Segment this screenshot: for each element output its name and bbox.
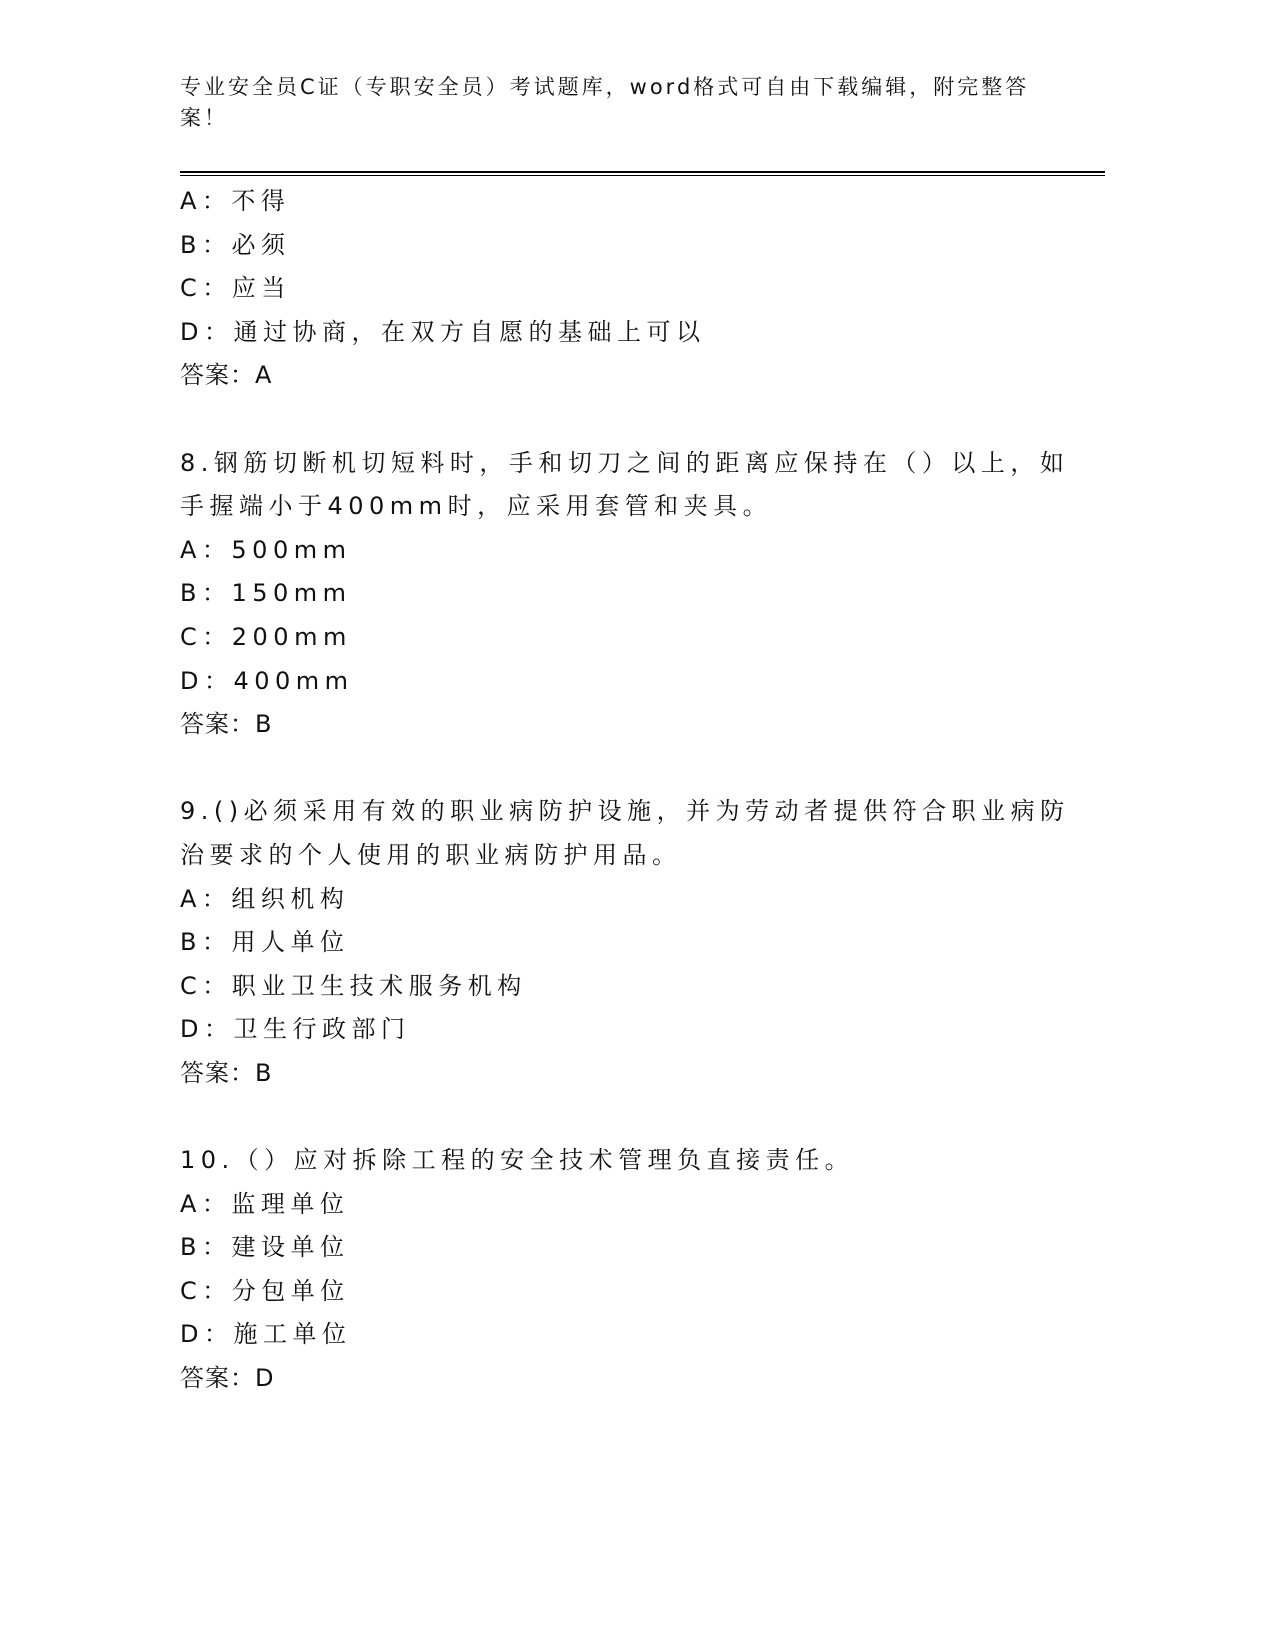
option: D：通过协商，在双方自愿的基础上可以 xyxy=(180,317,706,346)
question-block xyxy=(180,1139,1060,1401)
question-text: 9.()必须采用有效的职业病防护设施，并为劳动者提供符合职业病防 xyxy=(180,797,1070,826)
answer: 答案：B xyxy=(180,710,273,739)
header-divider xyxy=(180,171,1105,177)
header-line: 案！ xyxy=(180,106,228,130)
option: D：施工单位 xyxy=(180,1320,352,1349)
option: B：建设单位 xyxy=(180,1233,350,1262)
option: C：分包单位 xyxy=(180,1276,350,1305)
option: B：必须 xyxy=(180,230,291,259)
question-text: 手握端小于400mm时，应采用套管和夹具。 xyxy=(180,492,773,521)
answer: 答案：B xyxy=(180,1058,273,1087)
question-text: 10.（）应对拆除工程的安全技术管理负直接责任。 xyxy=(180,1146,855,1175)
option: D：卫生行政部门 xyxy=(180,1015,411,1044)
document-body xyxy=(180,180,1070,1401)
option: A：不得 xyxy=(180,187,291,215)
option: D：400mm xyxy=(180,666,354,695)
option: B：用人单位 xyxy=(180,928,350,957)
answer: 答案：A xyxy=(180,361,273,390)
option: C：职业卫生技术服务机构 xyxy=(180,971,527,1000)
option: A：组织机构 xyxy=(180,884,350,913)
answer: 答案：D xyxy=(180,1364,275,1393)
option: C：应当 xyxy=(180,274,291,303)
document-header xyxy=(180,72,1040,134)
question-text: 8.钢筋切断机切短料时，手和切刀之间的距离应保持在（）以上，如 xyxy=(180,448,1070,477)
header-line: 专业安全员C证（专职安全员）考试题库，word格式可自由下载编辑，附完整答 xyxy=(180,75,1030,99)
option: B：150mm xyxy=(180,579,352,608)
question-text: 治要求的个人使用的职业病防护用品。 xyxy=(180,840,682,869)
option: C：200mm xyxy=(180,622,352,651)
option: A：监理单位 xyxy=(180,1189,350,1218)
question-block xyxy=(180,442,1070,747)
question-block xyxy=(180,790,1070,1095)
question-block-continued xyxy=(180,180,1060,398)
option: A：500mm xyxy=(180,535,352,564)
